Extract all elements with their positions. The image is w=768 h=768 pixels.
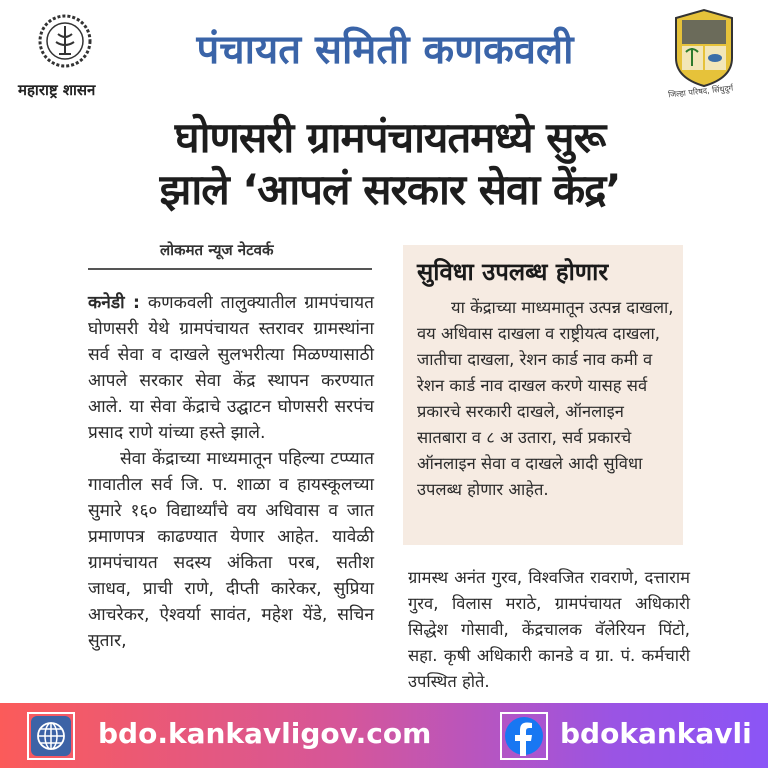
facebook-icon xyxy=(504,716,544,756)
page-title: पंचायत समिती कणकवली xyxy=(196,27,574,73)
facilities-box xyxy=(403,245,683,545)
article-headline xyxy=(90,112,690,216)
box-title: सुविधा उपलब्ध होणार xyxy=(417,258,609,286)
headline-line-2: झाले ‘आपलं सरकार सेवा केंद्र’ xyxy=(159,165,621,214)
zilla-parishad-logo-icon xyxy=(670,8,738,88)
paragraph-3: ग्रामस्थ अनंत गुरव, विश्वजित रावराणे, दत्ताराम गुरव, विलास मराठे, ग्रामपंचायत अधिकारी सिद्धेश गोसावी, केंद्रचालक वॅलेरियन पिंटो, सहा. कृषी अधिकारी कानडे व ग्रा. पं. कर्मचारी उपस्थित होते. xyxy=(408,568,690,691)
divider xyxy=(88,268,372,270)
maharashtra-emblem-icon xyxy=(38,10,92,72)
box-text: या केंद्राच्या माध्यमातून उत्पन्न दाखला, वय अधिवास दाखला व राष्ट्रीयत्व दाखला, जातीचा दाखला, रेशन कार्ड नाव कमी व रेशन कार्ड नाव दाखल करणे यासह सर्व प्रकारचे सरकारी दाखले, ऑनलाइन सातबारा व ८ अ उतारा, सर्व प्रकारचे ऑनलाइन सेवा व दाखले आदी सुविधा उपलब्ध होणार आहेत. xyxy=(417,298,674,499)
website-link-button[interactable] xyxy=(27,712,75,760)
zilla-parishad-label: जिल्हा परिषद, सिंधुदुर्ग xyxy=(667,83,734,100)
byline: लोकमत न्यूज नेटवर्क xyxy=(160,241,274,259)
website-link[interactable]: bdo.kankavligov.com xyxy=(98,717,432,750)
facebook-link[interactable]: bdokankavli xyxy=(560,717,752,750)
footer-bar xyxy=(0,703,768,768)
article-left-column xyxy=(88,290,374,654)
facebook-link-button[interactable] xyxy=(500,712,548,760)
paragraph-1: कणकवली तालुक्यातील ग्रामपंचायत घोणसरी येथे ग्रामपंचायत स्तरावर ग्रामस्थांना सर्व सेवा व दाखले सुलभरीत्या मिळण्यासाठी आपले सरकार सेवा केंद्र स्थापन करण्यात आले. या सेवा केंद्राचे उद्घाटन घोणसरी सरपंच प्रसाद राणे यांच्या हस्ते झाले. xyxy=(88,293,374,443)
headline-line-1: घोणसरी ग्रामपंचायतमध्ये सुरू xyxy=(174,113,606,162)
paragraph-2: सेवा केंद्राच्या माध्यमातून पहिल्या टप्प्यात गावातील सर्व जि. प. शाळा व हायस्कूलच्या सुमारे १६० विद्यार्थ्यांचे वय अधिवास व जात प्रमाणपत्र काढण्यात येणार आहेत. यावेळी ग्रामपंचायत सदस्य अंकिता परब, सतीश जाधव, प्राची राणे, दीप्ती कारेकर, सुप्रिया आचरेकर, ऐश्वर्या सावंत, महेश येंडे, सचिन सुतार, xyxy=(88,449,374,651)
government-label: महाराष्ट्र शासन xyxy=(18,81,96,99)
dateline: कनेडी : xyxy=(88,293,140,313)
globe-icon xyxy=(31,716,71,756)
